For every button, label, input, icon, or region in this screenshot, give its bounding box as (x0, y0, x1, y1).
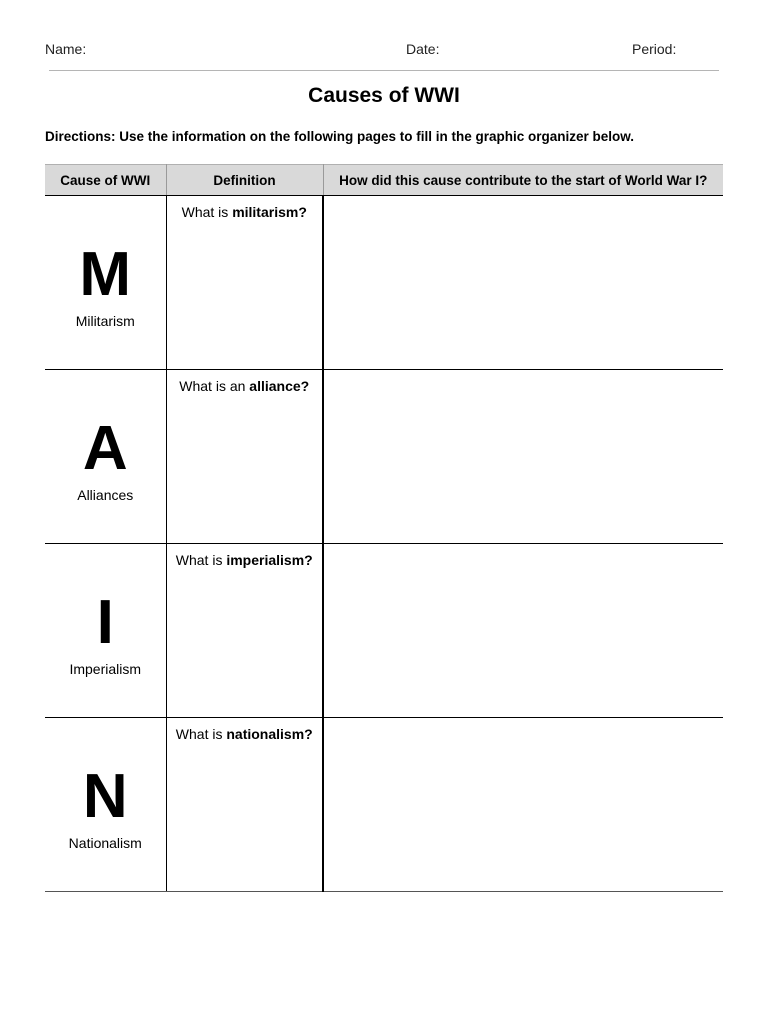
graphic-organizer-table (45, 164, 723, 892)
definition-cell[interactable] (166, 196, 323, 370)
cause-letter: N (82, 762, 128, 831)
cause-label: Alliances (77, 487, 134, 503)
definition-question (167, 378, 323, 394)
definition-cell[interactable] (166, 370, 323, 544)
answer-cell[interactable] (323, 544, 723, 718)
table-header-row (45, 165, 723, 196)
definition-question (167, 552, 323, 568)
cause-cell (45, 196, 166, 370)
table-row (45, 370, 723, 544)
question-term: nationalism? (226, 726, 313, 742)
cause-label: Militarism (75, 313, 135, 329)
cause-cell (45, 718, 166, 892)
question-term: militarism? (232, 204, 307, 220)
header-divider (49, 70, 719, 71)
question-term: alliance? (249, 378, 310, 394)
question-prefix: What is (175, 726, 227, 742)
answer-cell[interactable] (323, 196, 723, 370)
cause-label: Nationalism (68, 835, 142, 851)
directions-text: Directions: Use the information on the following pages to fill in the graphic organizer below. (45, 129, 635, 144)
period-field-label: Period: (632, 41, 677, 57)
column-header-definition: Definition (166, 165, 323, 196)
definition-cell[interactable] (166, 718, 323, 892)
answer-cell[interactable] (323, 370, 723, 544)
cause-letter: I (96, 588, 114, 657)
column-header-contribution: How did this cause contribute to the start of World War I? (323, 165, 723, 196)
question-prefix: What is (175, 552, 227, 568)
table-row (45, 196, 723, 370)
cause-cell (45, 544, 166, 718)
table-row (45, 544, 723, 718)
table-row (45, 718, 723, 892)
page-title: Causes of WWI (308, 84, 460, 107)
question-prefix: What is (181, 204, 233, 220)
question-prefix: What is an (179, 378, 250, 394)
cause-cell (45, 370, 166, 544)
cause-label: Imperialism (69, 661, 142, 677)
definition-cell[interactable] (166, 544, 323, 718)
column-header-cause: Cause of WWI (45, 165, 166, 196)
name-field-label: Name: (45, 41, 87, 57)
definition-question (167, 204, 323, 220)
question-term: imperialism? (226, 552, 313, 568)
date-field-label: Date: (406, 41, 440, 57)
cause-letter: M (79, 240, 132, 309)
cause-letter: A (82, 414, 128, 483)
definition-question (167, 726, 323, 742)
answer-cell[interactable] (323, 718, 723, 892)
